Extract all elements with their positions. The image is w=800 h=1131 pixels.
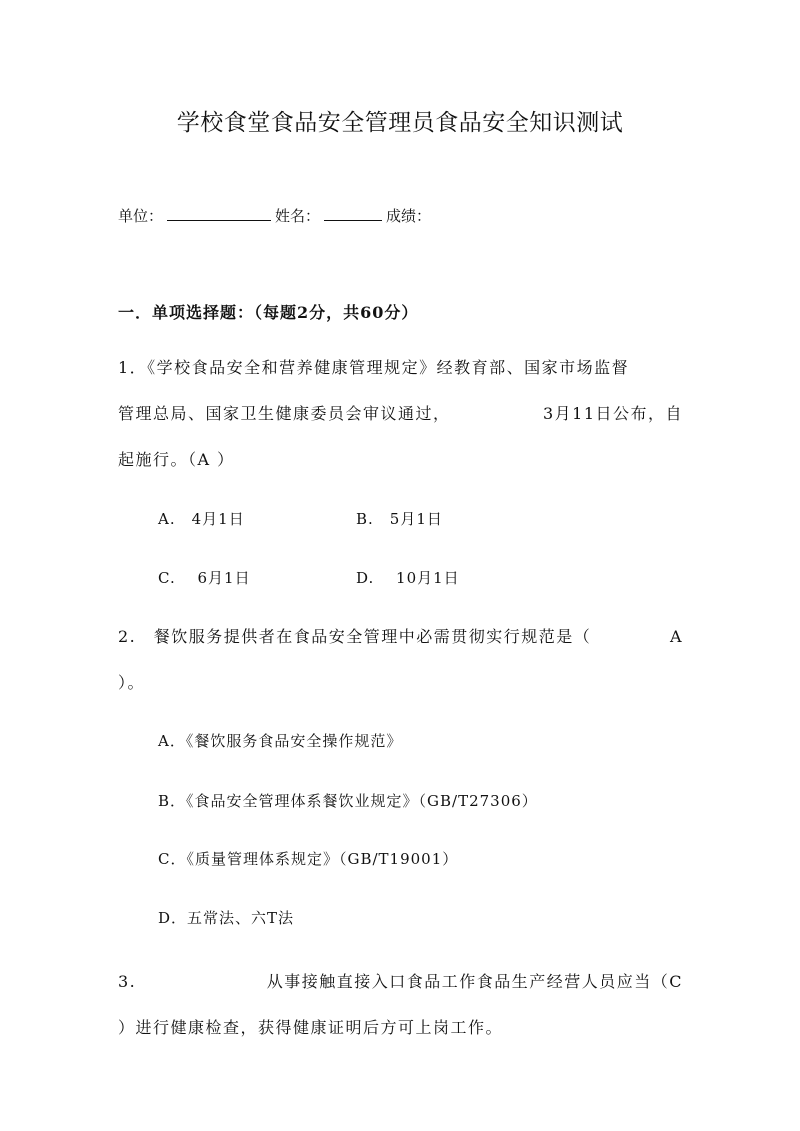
- question-3-text-1-right: 从事接触直接入口食品工作食品生产经营人员应当（C: [266, 972, 683, 991]
- question-1-text-3: 起施行。（A ）: [118, 450, 235, 469]
- question-1-options-row-2: [158, 567, 460, 588]
- name-label: 姓名：: [275, 207, 321, 225]
- question-3-line-1: [118, 959, 683, 1005]
- question-1-text-1: 1．《学校食品安全和营养健康管理规定》经教育部、国家市场监督: [118, 358, 630, 377]
- question-1-line-3: [118, 437, 683, 483]
- question-1-text-2-right: 3月11日公布，自: [542, 404, 683, 423]
- question-2-option-a: A．《餐饮服务食品安全操作规范》: [158, 732, 403, 750]
- question-1-line-1: [118, 345, 683, 391]
- unit-label: 单位：: [118, 207, 164, 225]
- question-3-text-2: ）进行健康检查，获得健康证明后方可上岗工作。: [118, 1018, 504, 1037]
- unit-blank: [167, 206, 271, 221]
- question-2-option-c: C．《质量管理体系规定》（GB/T19001）: [158, 850, 459, 868]
- question-2: [118, 614, 683, 706]
- question-1: [118, 345, 683, 483]
- question-1-text-2-left: 管理总局、国家卫生健康委员会审议通过，: [118, 404, 451, 423]
- question-1-line-2: [118, 391, 683, 437]
- question-1-option-c: C. 6月1日: [158, 569, 251, 587]
- question-3-number: 3.: [118, 972, 137, 991]
- section-heading: 一．单项选择题：（每题2分，共60分）: [118, 303, 419, 322]
- document-title: 学校食堂食品安全管理员食品安全知识测试: [176, 110, 624, 136]
- question-2-option-d: D．五常法、六T法: [158, 909, 295, 927]
- question-2-line-2: [118, 660, 683, 706]
- question-1-options-row-1: [158, 508, 443, 529]
- question-3-line-2: [118, 1005, 683, 1051]
- question-1-option-b: B. 5月1日: [356, 510, 443, 528]
- info-line: [118, 205, 431, 226]
- score-label: 成绩：: [386, 207, 432, 225]
- question-3: [118, 959, 683, 1051]
- question-1-option-d: D. 10月1日: [356, 569, 460, 587]
- question-1-option-a: A. 4月1日: [158, 510, 245, 528]
- question-2-text-1-left: 2. 餐饮服务提供者在食品安全管理中必需贯彻实行规范是（: [118, 627, 592, 646]
- question-2-answer: A: [669, 627, 683, 646]
- question-2-option-b: B．《食品安全管理体系餐饮业规定》（GB/T27306）: [158, 792, 538, 810]
- name-blank: [324, 206, 382, 221]
- question-2-text-2: ）。: [118, 673, 146, 692]
- question-2-line-1: [118, 614, 683, 660]
